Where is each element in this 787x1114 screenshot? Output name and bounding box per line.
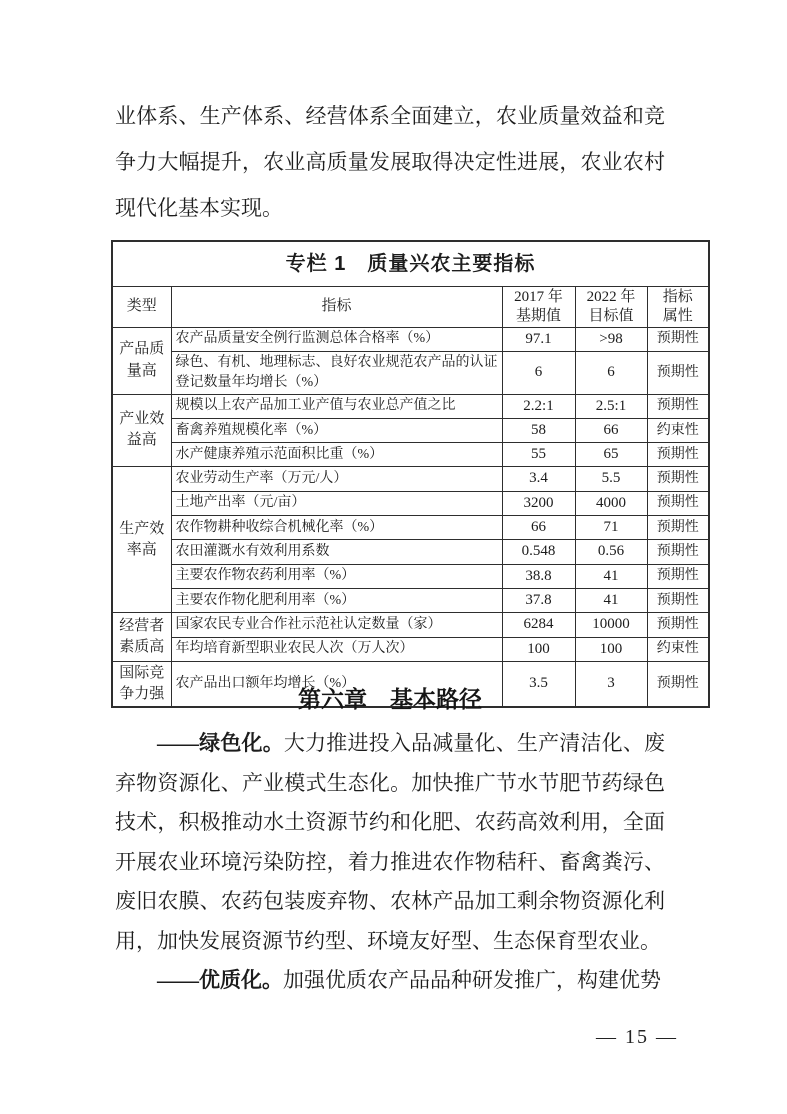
target-value-cell: 65 <box>575 443 647 467</box>
base-value-cell: 97.1 <box>502 327 575 351</box>
indicator-table <box>111 240 710 708</box>
table-row <box>112 637 709 661</box>
target-value-cell: 2.5:1 <box>575 394 647 418</box>
base-value-cell: 3200 <box>502 491 575 515</box>
attr-cell: 预期性 <box>647 588 709 612</box>
table-row <box>112 443 709 467</box>
base-value-cell: 100 <box>502 637 575 661</box>
chapter-heading: 第六章 基本路径 <box>298 686 482 712</box>
indicator-cell: 主要农作物农药利用率（%） <box>171 564 502 588</box>
indicator-cell: 农产品出口额年均增长（%） <box>171 661 502 707</box>
attr-cell: 预期性 <box>647 661 709 707</box>
target-value-cell: 5.5 <box>575 467 647 491</box>
target-value-cell: 3 <box>575 661 647 707</box>
target-value-cell: 41 <box>575 564 647 588</box>
base-value-cell: 66 <box>502 516 575 540</box>
target-value-cell: 66 <box>575 418 647 442</box>
indicator-cell: 规模以上农产品加工业产值与农业总产值之比 <box>171 394 502 418</box>
base-value-cell: 6 <box>502 351 575 394</box>
target-value-cell: 41 <box>575 588 647 612</box>
attr-cell: 预期性 <box>647 394 709 418</box>
target-value-cell: 6 <box>575 351 647 394</box>
indicator-cell: 水产健康养殖示范面积比重（%） <box>171 443 502 467</box>
indicator-table-body <box>112 241 709 707</box>
table-row <box>112 564 709 588</box>
indicator-table-wrap <box>111 240 710 708</box>
table-row <box>112 491 709 515</box>
base-value-cell: 3.4 <box>502 467 575 491</box>
indicator-cell: 畜禽养殖规模化率（%） <box>171 418 502 442</box>
attr-cell: 预期性 <box>647 351 709 394</box>
attr-cell: 约束性 <box>647 637 709 661</box>
attr-cell: 预期性 <box>647 443 709 467</box>
attr-cell: 预期性 <box>647 540 709 564</box>
paragraph-quality-label: ——优质化。 <box>157 968 283 992</box>
header-indicator: 指标 <box>171 287 502 328</box>
table-row <box>112 540 709 564</box>
base-value-cell: 58 <box>502 418 575 442</box>
paragraph-green-label: ——绿色化。 <box>157 731 284 755</box>
intro-paragraph: 业体系、生产体系、经营体系全面建立，农业质量效益和竞争力大幅提升，农业高质量发展取得决定性进展，农业农村现代化基本实现。 <box>115 104 665 220</box>
attr-cell: 预期性 <box>647 613 709 637</box>
base-value-cell: 38.8 <box>502 564 575 588</box>
type-cell: 产品质量高 <box>112 327 171 394</box>
header-type: 类型 <box>112 287 171 328</box>
type-cell: 国际竞争力强 <box>112 661 171 707</box>
paragraph-green-text: 大力推进投入品减量化、生产清洁化、废弃物资源化、产业模式生态化。加快推广节水节肥节药绿色技术，积极推动水土资源节约和化肥、农药高效利用，全面开展农业环境污染防控，着力推进农作物秸秆、畜禽粪污、废旧农膜、农药包装废弃物、农林产品加工剩余物资源化利用，加快发展资源节约型、环境友好型、生态保育型农业。 <box>115 731 666 953</box>
attr-cell: 预期性 <box>647 564 709 588</box>
target-value-cell: 100 <box>575 637 647 661</box>
type-cell: 经营者素质高 <box>112 613 171 662</box>
target-value-cell: 4000 <box>575 491 647 515</box>
base-value-cell: 3.5 <box>502 661 575 707</box>
base-value-cell: 37.8 <box>502 588 575 612</box>
table-row <box>112 351 709 394</box>
header-attr: 指标 属性 <box>647 287 709 328</box>
attr-cell: 预期性 <box>647 467 709 491</box>
base-value-cell: 55 <box>502 443 575 467</box>
base-value-cell: 6284 <box>502 613 575 637</box>
page-number: — 15 — <box>596 1026 678 1048</box>
indicator-cell: 年均培育新型职业农民人次（万人次） <box>171 637 502 661</box>
table-title-row <box>112 241 709 287</box>
attr-cell: 预期性 <box>647 327 709 351</box>
table-row <box>112 516 709 540</box>
indicator-cell: 主要农作物化肥利用率（%） <box>171 588 502 612</box>
indicator-cell: 农产品质量安全例行监测总体合格率（%） <box>171 327 502 351</box>
target-value-cell: >98 <box>575 327 647 351</box>
attr-cell: 约束性 <box>647 418 709 442</box>
type-cell: 生产效率高 <box>112 467 171 613</box>
target-value-cell: 0.56 <box>575 540 647 564</box>
table-row <box>112 588 709 612</box>
indicator-cell: 农田灌溉水有效利用系数 <box>171 540 502 564</box>
paragraph-quality-text: 加强优质农产品品种研发推广，构建优势 <box>283 968 661 992</box>
table-title: 专栏 1 质量兴农主要指标 <box>112 241 709 287</box>
indicator-cell: 农作物耕种收综合机械化率（%） <box>171 516 502 540</box>
base-value-cell: 2.2:1 <box>502 394 575 418</box>
table-row <box>112 418 709 442</box>
table-row <box>112 467 709 491</box>
indicator-cell: 土地产出率（元/亩） <box>171 491 502 515</box>
indicator-cell: 绿色、有机、地理标志、良好农业规范农产品的认证登记数量年均增长（%） <box>171 351 502 394</box>
target-value-cell: 10000 <box>575 613 647 637</box>
table-row <box>112 613 709 637</box>
table-row <box>112 394 709 418</box>
type-cell: 产业效益高 <box>112 394 171 467</box>
indicator-cell: 国家农民专业合作社示范社认定数量（家） <box>171 613 502 637</box>
chapter-body-block <box>115 724 665 1001</box>
base-value-cell: 0.548 <box>502 540 575 564</box>
intro-paragraph-block <box>115 93 665 231</box>
header-target-value: 2022 年 目标值 <box>575 287 647 328</box>
target-value-cell: 71 <box>575 516 647 540</box>
header-base-value: 2017 年 基期值 <box>502 287 575 328</box>
table-header-row <box>112 287 709 328</box>
table-row <box>112 327 709 351</box>
attr-cell: 预期性 <box>647 516 709 540</box>
indicator-cell: 农业劳动生产率（万元/人） <box>171 467 502 491</box>
attr-cell: 预期性 <box>647 491 709 515</box>
paragraph-quality <box>115 961 665 1001</box>
paragraph-green <box>115 724 665 961</box>
